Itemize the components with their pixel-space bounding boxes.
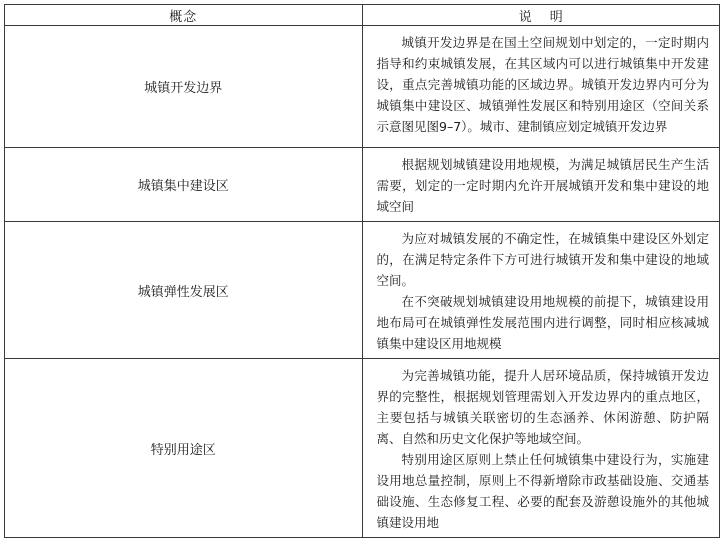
description-paragraph: 特别用途区原则上禁止任何城镇集中建设行为，实施建设用地总量控制，原则上不得新增除市政基础设施、交通基础设施、生态修复工程、必要的配套及游憩设施外的其他城镇建设用地 (376, 452, 709, 530)
table-row (5, 222, 720, 359)
table-row (5, 148, 720, 222)
term-cell: 城镇开发边界 (5, 26, 363, 148)
description-paragraph: 在不突破规划城镇建设用地规模的前提下，城镇建设用地布局可在城镇弹性发展范围内进行调整，同时相应核减城镇集中建设区用地规模 (376, 294, 709, 351)
term-cell: 城镇弹性发展区 (5, 222, 363, 359)
term-cell: 特别用途区 (5, 359, 363, 538)
term-cell: 城镇集中建设区 (5, 148, 363, 222)
description-paragraph: 为应对城镇发展的不确定性，在城镇集中建设区外划定的，在满足特定条件下方可进行城镇开发和集中建设的地域空间。 (376, 231, 709, 288)
description-cell (362, 359, 720, 538)
concept-table (4, 4, 720, 538)
description-paragraph: 城镇开发边界是在国土空间规划中划定的，一定时期内指导和约束城镇发展，在其区域内可以进行城镇集中开发建设，重点完善城镇功能的区域边界。城镇开发边界内可分为城镇集中建设区、城镇弹性发展区和特别用途区（空间关系示意图见图9–7）。城市、建制镇应划定城镇开发边界 (376, 35, 709, 134)
description-paragraph: 根据规划城镇建设用地规模，为满足城镇居民生产生活需要，划定的一定时期内允许开展城镇开发和集中建设的地域空间 (376, 157, 709, 214)
column-header-description: 说明 (362, 5, 720, 26)
description-paragraph: 为完善城镇功能，提升人居环境品质，保持城镇开发边界的完整性，根据规划管理需划入开发边界内的重点地区，主要包括与城镇关联密切的生态涵养、休闲游憩、防护隔离、自然和历史文化保护等地域空间。 (376, 368, 709, 446)
description-cell (362, 148, 720, 222)
column-header-concept: 概念 (5, 5, 363, 26)
table-header-row (5, 5, 720, 26)
description-cell (362, 222, 720, 359)
table-row (5, 26, 720, 148)
description-cell (362, 26, 720, 148)
table-row (5, 359, 720, 538)
